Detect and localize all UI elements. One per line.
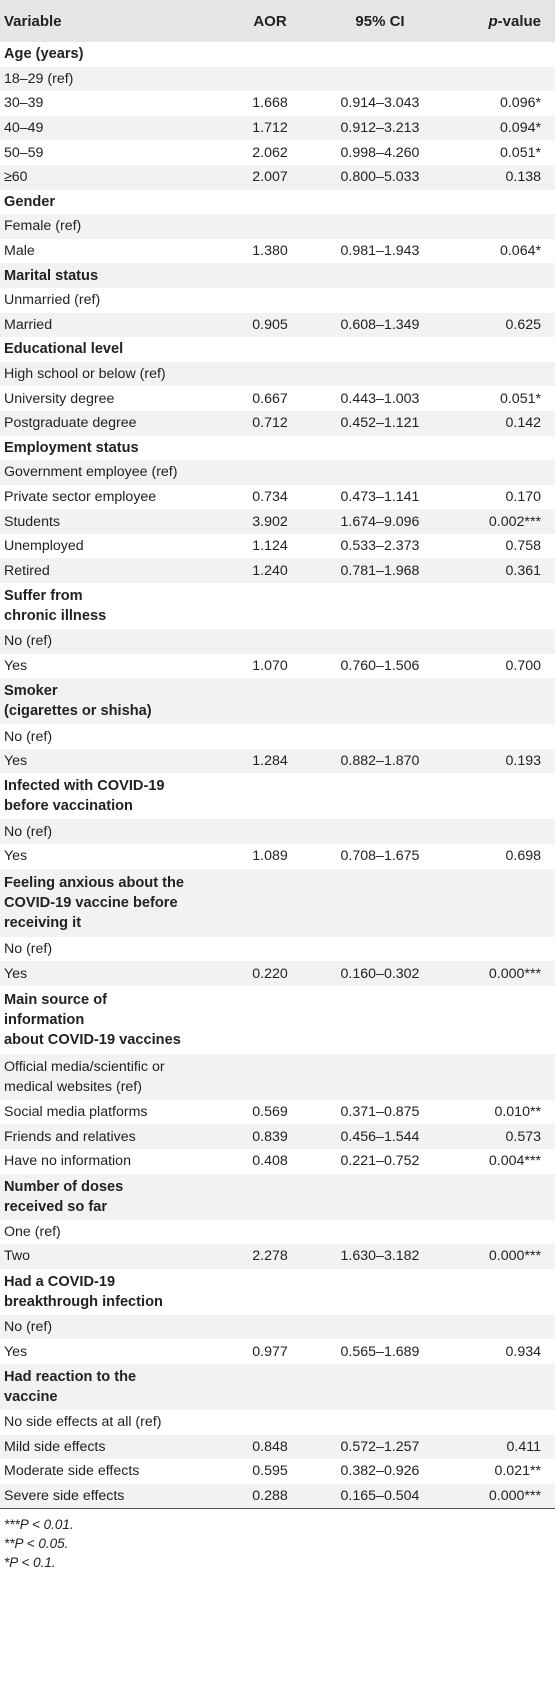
group-label: Marital status	[0, 263, 225, 288]
table-row	[0, 116, 555, 141]
variable-label: One (ref)	[0, 1220, 225, 1245]
aor-value	[225, 819, 315, 844]
variable-label: ≥60	[0, 165, 225, 190]
table-header	[0, 0, 555, 42]
table-row	[0, 1149, 555, 1174]
p-value: 0.096*	[445, 91, 555, 116]
ci-value: 0.914–3.043	[315, 91, 445, 116]
aor-value: 1.712	[225, 116, 315, 141]
table-row	[0, 509, 555, 534]
ci-value: 1.630–3.182	[315, 1244, 445, 1269]
ci-value: 0.452–1.121	[315, 411, 445, 436]
aor-value	[225, 1054, 315, 1100]
p-value: 0.138	[445, 165, 555, 190]
ci-value: 0.572–1.257	[315, 1435, 445, 1460]
ci-value	[315, 583, 445, 629]
aor-value: 1.124	[225, 534, 315, 559]
aor-value: 0.734	[225, 485, 315, 510]
aor-value: 0.712	[225, 411, 315, 436]
p-value	[445, 288, 555, 313]
aor-value	[225, 288, 315, 313]
p-value	[445, 583, 555, 629]
variable-label: Mild side effects	[0, 1435, 225, 1460]
aor-value	[225, 1269, 315, 1315]
group-header-row	[0, 436, 555, 461]
aor-value: 2.278	[225, 1244, 315, 1269]
aor-value	[225, 263, 315, 288]
table-row	[0, 1315, 555, 1340]
variable-label: Yes	[0, 961, 225, 986]
table-row	[0, 1100, 555, 1125]
ci-value	[315, 773, 445, 819]
footnote: **P < 0.05.	[4, 1536, 69, 1552]
p-value: 0.000***	[445, 1484, 555, 1509]
p-value	[445, 937, 555, 962]
group-header-row	[0, 337, 555, 362]
group-header-row	[0, 263, 555, 288]
aor-value	[225, 869, 315, 937]
group-label: Had reaction to the vaccine	[0, 1364, 225, 1410]
ci-value: 0.473–1.141	[315, 485, 445, 510]
p-value: 0.051*	[445, 140, 555, 165]
table-row	[0, 239, 555, 264]
ci-value	[315, 263, 445, 288]
ci-value: 0.456–1.544	[315, 1124, 445, 1149]
p-value: 0.010**	[445, 1100, 555, 1125]
ci-value	[315, 1054, 445, 1100]
variable-label: No (ref)	[0, 1315, 225, 1340]
p-value	[445, 1054, 555, 1100]
aor-value	[225, 1220, 315, 1245]
table-row	[0, 724, 555, 749]
ci-value: 0.371–0.875	[315, 1100, 445, 1125]
table-row	[0, 534, 555, 559]
p-value: 0.064*	[445, 239, 555, 264]
aor-value: 0.408	[225, 1149, 315, 1174]
ci-value	[315, 937, 445, 962]
table-row	[0, 654, 555, 679]
p-value	[445, 986, 555, 1054]
ci-value: 0.608–1.349	[315, 313, 445, 338]
aor-value: 2.007	[225, 165, 315, 190]
group-header-row	[0, 42, 555, 67]
aor-value: 0.977	[225, 1339, 315, 1364]
table-row	[0, 1435, 555, 1460]
ci-value	[315, 337, 445, 362]
ci-value	[315, 1269, 445, 1315]
variable-label: University degree	[0, 386, 225, 411]
p-value	[445, 263, 555, 288]
variable-label: Unemployed	[0, 534, 225, 559]
aor-value: 0.667	[225, 386, 315, 411]
footnote: ***P < 0.01.	[4, 1517, 74, 1533]
group-header-row	[0, 1269, 555, 1315]
p-value: 0.170	[445, 485, 555, 510]
p-value: 0.002***	[445, 509, 555, 534]
group-label: Number of doses received so far	[0, 1174, 225, 1220]
aor-value	[225, 190, 315, 215]
p-value	[445, 460, 555, 485]
table-row	[0, 558, 555, 583]
variable-label: Yes	[0, 749, 225, 774]
table-row	[0, 1244, 555, 1269]
table-row	[0, 844, 555, 869]
ci-value	[315, 67, 445, 92]
ci-value: 0.165–0.504	[315, 1484, 445, 1509]
p-value	[445, 678, 555, 724]
aor-value	[225, 986, 315, 1054]
aor-value	[225, 1174, 315, 1220]
aor-value	[225, 214, 315, 239]
aor-value	[225, 629, 315, 654]
group-header-row	[0, 773, 555, 819]
p-value: 0.411	[445, 1435, 555, 1460]
group-label: Suffer from chronic illness	[0, 583, 225, 629]
p-value	[445, 42, 555, 67]
aor-value	[225, 1364, 315, 1410]
p-value	[445, 1220, 555, 1245]
p-value: 0.573	[445, 1124, 555, 1149]
ci-value: 0.981–1.943	[315, 239, 445, 264]
table-row	[0, 1410, 555, 1435]
table-row	[0, 386, 555, 411]
ci-value: 0.998–4.260	[315, 140, 445, 165]
group-header-row	[0, 190, 555, 215]
ci-value: 0.221–0.752	[315, 1149, 445, 1174]
aor-value: 0.595	[225, 1459, 315, 1484]
ci-value	[315, 1220, 445, 1245]
variable-label: Government employee (ref)	[0, 460, 225, 485]
p-value	[445, 214, 555, 239]
ci-value	[315, 986, 445, 1054]
variable-label: Official media/scientific or medical websites (ref)	[0, 1054, 225, 1100]
table-row	[0, 961, 555, 986]
group-label: Employment status	[0, 436, 225, 461]
group-header-row	[0, 1364, 555, 1410]
aor-value: 1.070	[225, 654, 315, 679]
header-aor: AOR	[225, 0, 315, 42]
p-value: 0.934	[445, 1339, 555, 1364]
table-footnotes	[0, 1515, 559, 1572]
aor-value: 0.220	[225, 961, 315, 986]
table-row	[0, 1459, 555, 1484]
aor-value	[225, 436, 315, 461]
table-row	[0, 1124, 555, 1149]
variable-label: No (ref)	[0, 819, 225, 844]
variable-label: Moderate side effects	[0, 1459, 225, 1484]
p-value	[445, 773, 555, 819]
variable-label: Yes	[0, 654, 225, 679]
aor-value: 0.848	[225, 1435, 315, 1460]
table-body	[0, 42, 555, 1509]
table-row	[0, 288, 555, 313]
p-value	[445, 869, 555, 937]
group-header-row	[0, 869, 555, 937]
group-label: Main source of information about COVID-19 vaccines	[0, 986, 225, 1054]
group-header-row	[0, 986, 555, 1054]
ci-value	[315, 869, 445, 937]
variable-label: Yes	[0, 1339, 225, 1364]
ci-value: 0.160–0.302	[315, 961, 445, 986]
aor-value: 0.905	[225, 313, 315, 338]
p-value: 0.051*	[445, 386, 555, 411]
table-row	[0, 629, 555, 654]
aor-value: 0.288	[225, 1484, 315, 1509]
p-value: 0.698	[445, 844, 555, 869]
aor-value: 1.284	[225, 749, 315, 774]
p-value: 0.361	[445, 558, 555, 583]
footnote: *P < 0.1.	[4, 1555, 56, 1571]
header-variable: Variable	[0, 0, 225, 42]
p-value: 0.700	[445, 654, 555, 679]
variable-label: Friends and relatives	[0, 1124, 225, 1149]
variable-label: Retired	[0, 558, 225, 583]
p-value: 0.758	[445, 534, 555, 559]
aor-value: 1.668	[225, 91, 315, 116]
variable-label: Yes	[0, 844, 225, 869]
variable-label: 40–49	[0, 116, 225, 141]
p-value	[445, 337, 555, 362]
variable-label: Married	[0, 313, 225, 338]
p-value	[445, 1174, 555, 1220]
aor-value	[225, 337, 315, 362]
ci-value	[315, 1315, 445, 1340]
p-value	[445, 1269, 555, 1315]
table-row	[0, 313, 555, 338]
group-header-row	[0, 583, 555, 629]
group-label: Smoker (cigarettes or shisha)	[0, 678, 225, 724]
variable-label: Female (ref)	[0, 214, 225, 239]
aor-value	[225, 460, 315, 485]
ci-value: 1.674–9.096	[315, 509, 445, 534]
p-value	[445, 436, 555, 461]
ci-value	[315, 724, 445, 749]
variable-label: Postgraduate degree	[0, 411, 225, 436]
variable-label: 50–59	[0, 140, 225, 165]
header-p-italic: p	[488, 12, 498, 30]
variable-label: Private sector employee	[0, 485, 225, 510]
group-label: Had a COVID-19 breakthrough infection	[0, 1269, 225, 1315]
aor-value	[225, 1410, 315, 1435]
table-row	[0, 140, 555, 165]
ci-value: 0.565–1.689	[315, 1339, 445, 1364]
ci-value: 0.800–5.033	[315, 165, 445, 190]
table-row	[0, 91, 555, 116]
ci-value: 0.443–1.003	[315, 386, 445, 411]
aor-value: 1.380	[225, 239, 315, 264]
group-label: Educational level	[0, 337, 225, 362]
variable-label: Social media platforms	[0, 1100, 225, 1125]
variable-label: High school or below (ref)	[0, 362, 225, 387]
group-label: Feeling anxious about the COVID-19 vaccine before receiving it	[0, 869, 225, 937]
ci-value	[315, 819, 445, 844]
variable-label: Severe side effects	[0, 1484, 225, 1509]
variable-label: 18–29 (ref)	[0, 67, 225, 92]
variable-label: Unmarried (ref)	[0, 288, 225, 313]
aor-value	[225, 42, 315, 67]
ci-value	[315, 678, 445, 724]
p-value: 0.021**	[445, 1459, 555, 1484]
aor-value: 1.240	[225, 558, 315, 583]
p-value: 0.000***	[445, 961, 555, 986]
table-row	[0, 749, 555, 774]
table-row	[0, 362, 555, 387]
p-value: 0.193	[445, 749, 555, 774]
header-ci: 95% CI	[315, 0, 445, 42]
aor-value	[225, 1315, 315, 1340]
variable-label: Male	[0, 239, 225, 264]
variable-label: Two	[0, 1244, 225, 1269]
ci-value	[315, 1174, 445, 1220]
variable-label: Have no information	[0, 1149, 225, 1174]
variable-label: 30–39	[0, 91, 225, 116]
group-header-row	[0, 1174, 555, 1220]
ci-value: 0.781–1.968	[315, 558, 445, 583]
p-value: 0.625	[445, 313, 555, 338]
p-value: 0.142	[445, 411, 555, 436]
ci-value	[315, 288, 445, 313]
aor-value	[225, 362, 315, 387]
group-label: Gender	[0, 190, 225, 215]
group-label: Age (years)	[0, 42, 225, 67]
aor-value: 0.839	[225, 1124, 315, 1149]
p-value	[445, 629, 555, 654]
variable-label: No (ref)	[0, 629, 225, 654]
aor-value	[225, 937, 315, 962]
table-row	[0, 1484, 555, 1509]
aor-value	[225, 583, 315, 629]
aor-value: 3.902	[225, 509, 315, 534]
ci-value	[315, 1364, 445, 1410]
table-row	[0, 485, 555, 510]
table-row	[0, 460, 555, 485]
ci-value	[315, 42, 445, 67]
ci-value	[315, 1410, 445, 1435]
ci-value	[315, 436, 445, 461]
p-value	[445, 362, 555, 387]
aor-value	[225, 67, 315, 92]
aor-value: 2.062	[225, 140, 315, 165]
header-p-value	[445, 0, 555, 42]
table-row	[0, 165, 555, 190]
p-value: 0.094*	[445, 116, 555, 141]
group-header-row	[0, 678, 555, 724]
p-value: 0.000***	[445, 1244, 555, 1269]
p-value	[445, 190, 555, 215]
table-row	[0, 214, 555, 239]
aor-value: 0.569	[225, 1100, 315, 1125]
table-row	[0, 1339, 555, 1364]
p-value	[445, 1315, 555, 1340]
table-row	[0, 819, 555, 844]
variable-label: No (ref)	[0, 937, 225, 962]
table-row	[0, 1054, 555, 1100]
table-row	[0, 411, 555, 436]
p-value	[445, 819, 555, 844]
variable-label: No side effects at all (ref)	[0, 1410, 225, 1435]
table-row	[0, 67, 555, 92]
aor-value	[225, 724, 315, 749]
ci-value: 0.533–2.373	[315, 534, 445, 559]
p-value	[445, 724, 555, 749]
ci-value: 0.708–1.675	[315, 844, 445, 869]
ci-value: 0.882–1.870	[315, 749, 445, 774]
aor-value	[225, 773, 315, 819]
ci-value	[315, 629, 445, 654]
table-row	[0, 1220, 555, 1245]
p-value	[445, 1410, 555, 1435]
p-value	[445, 1364, 555, 1410]
table-row	[0, 937, 555, 962]
header-p-rest: -value	[497, 12, 541, 30]
ci-value: 0.382–0.926	[315, 1459, 445, 1484]
ci-value: 0.912–3.213	[315, 116, 445, 141]
aor-value: 1.089	[225, 844, 315, 869]
variable-label: No (ref)	[0, 724, 225, 749]
ci-value	[315, 460, 445, 485]
variable-label: Students	[0, 509, 225, 534]
ci-value	[315, 214, 445, 239]
group-label: Infected with COVID-19 before vaccination	[0, 773, 225, 819]
ci-value	[315, 362, 445, 387]
p-value: 0.004***	[445, 1149, 555, 1174]
ci-value: 0.760–1.506	[315, 654, 445, 679]
p-value	[445, 67, 555, 92]
ci-value	[315, 190, 445, 215]
aor-value	[225, 678, 315, 724]
